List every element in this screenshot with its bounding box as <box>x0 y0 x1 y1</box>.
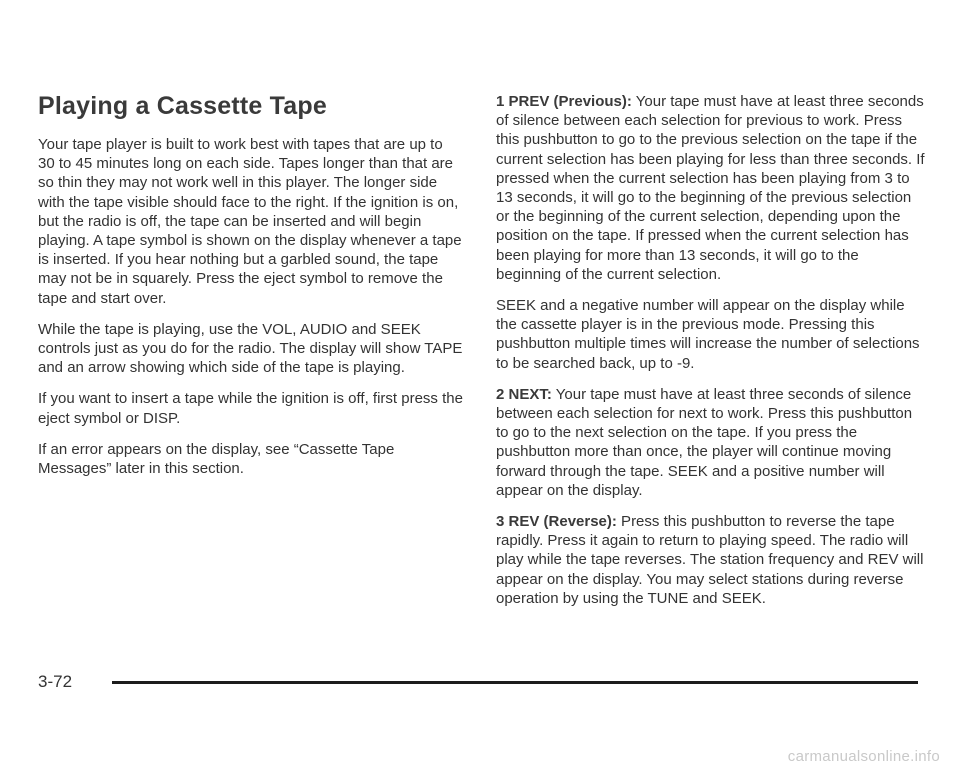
rev-item <box>496 512 926 608</box>
section-title: Playing a Cassette Tape <box>38 92 327 120</box>
error-paragraph: If an error appears on the display, see “Cassette Tape Messages” later in this section. <box>38 440 395 478</box>
left-column <box>38 92 463 490</box>
watermark: carmanualsonline.info <box>787 748 940 765</box>
right-column <box>496 92 926 620</box>
seek-negative-paragraph <box>496 296 926 373</box>
prev-term: 1 PREV (Previous): <box>496 93 632 110</box>
intro-paragraph: Your tape player is built to work best with tapes that are up to 30 to 45 minutes long on each side. Tapes longer than that are so thin they may not work well in this player. The longer side with the tape visible should face to the right. If the ignition is on, but the radio is off, the tape can be inserted and will begin playing. A tape symbol is shown on the display whenever a tape is inserted. If you hear nothing but a garbled sound, the tape may not be in squarely. Press the eject symbol to remove the tape and start over. <box>38 136 462 307</box>
rev-text: Press this pushbutton to reverse the tape rapidly. Press it again to return to playing speed. The radio will play while the tape reverses. The station frequency and REV will appear on the display. You may select stations during reverse operation by using the TUNE and SEEK. <box>496 513 924 607</box>
seek-negative-text: SEEK and a negative number will appear on the display while the cassette player is in the previous mode. Pressing this pushbutton multiple times will increase the number of selections to be searched back, up to -9. <box>496 297 920 372</box>
prev-item <box>496 92 926 284</box>
footer-rule <box>112 681 918 684</box>
page-number: 3-72 <box>38 672 73 691</box>
prev-text: Your tape must have at least three seconds of silence between each selection for previous to work. Press this pushbutton to go to the previous selection on the tape if the current selection has been playing for less than three seconds. If pressed when the current selection has been playing from 3 to 13 seconds, it will go to the beginning of the previous selection or the beginning of the current selection, depending upon the position on the tape. If pressed when the current selection has been playing for more than 13 seconds, it will go to the beginning of the current selection. <box>496 93 925 283</box>
next-term: 2 NEXT: <box>496 385 552 403</box>
controls-paragraph: While the tape is playing, use the VOL, AUDIO and SEEK controls just as you do for the radio. The display will show TAPE and an arrow showing which side of the tape is playing. <box>38 320 463 377</box>
next-item <box>496 385 926 500</box>
ignition-off-paragraph: If you want to insert a tape while the ignition is off, first press the eject symbol or DISP. <box>38 390 463 427</box>
next-text: Your tape must have at least three seconds of silence between each selection for next to work. Press this pushbutton to go to the next selection on the tape. If you press the pushbutton more than once, the player will continue moving forward through the tape. SEEK and a positive number will appear on the display. <box>496 385 913 499</box>
rev-term: 3 REV (Reverse): <box>496 513 617 531</box>
